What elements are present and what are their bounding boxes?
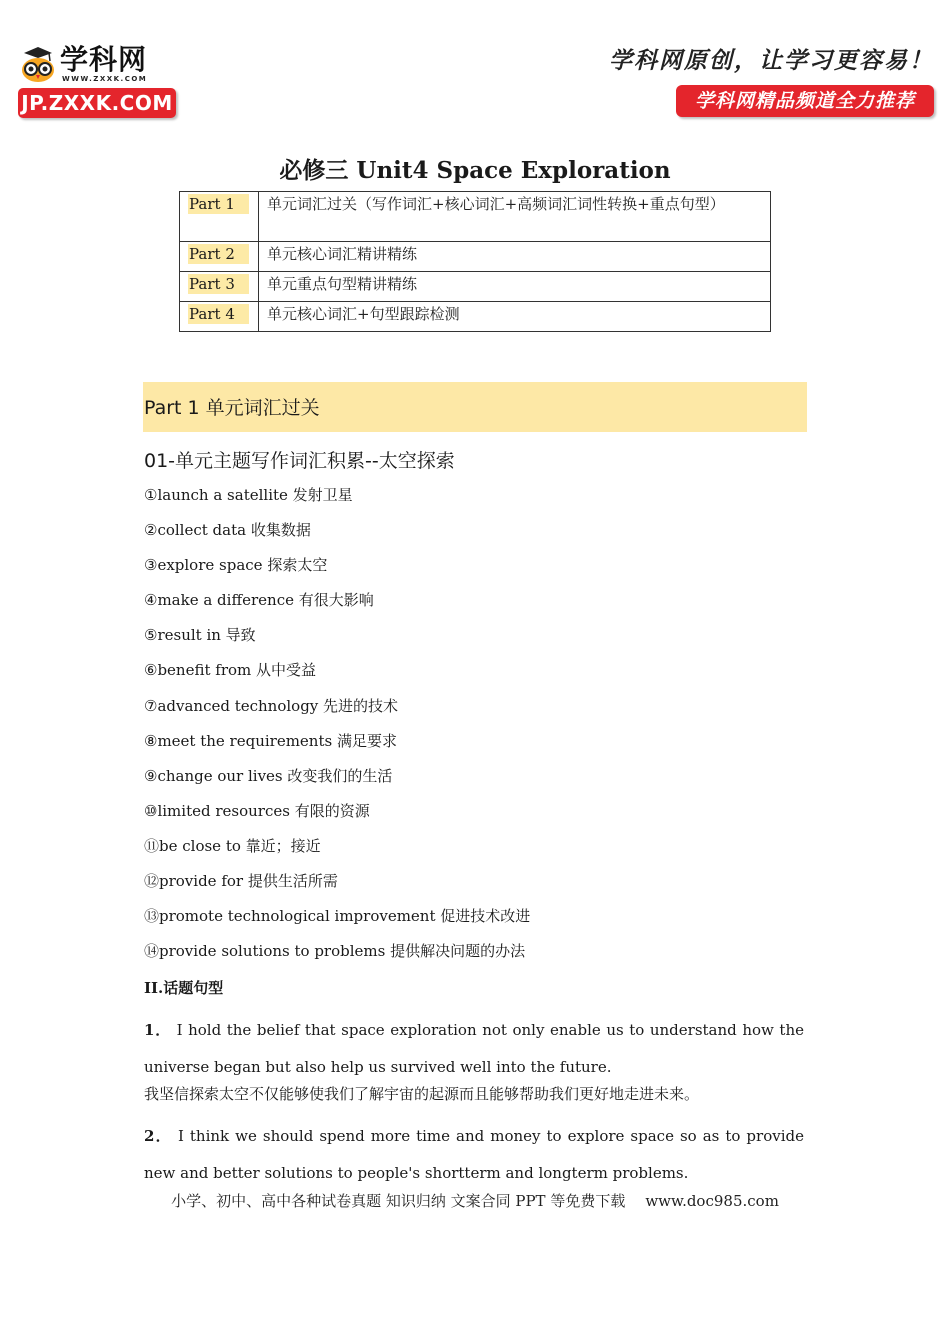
- toc-part-cell: [180, 242, 259, 272]
- toc-row: [180, 302, 771, 332]
- toc-part-label: Part 3: [188, 274, 249, 294]
- toc-desc-cell: 单元重点句型精讲精练: [259, 272, 771, 302]
- list-item: ②collect data 收集数据: [144, 521, 311, 540]
- footer-text: 小学、初中、高中各种试卷真题 知识归纳 文案合同 PPT 等免费下载: [171, 1192, 626, 1210]
- toc-desc-cell: 单元核心词汇精讲精练: [259, 242, 771, 272]
- list-item: ①launch a satellite 发射卫星: [144, 486, 353, 504]
- toc-desc-cell: 单元核心词汇+句型跟踪检测: [259, 302, 771, 332]
- list-item: ⑥benefit from 从中受益: [144, 661, 317, 680]
- toc-desc-cell: 单元词汇过关（写作词汇+核心词汇+高频词汇词性转换+重点句型）: [259, 192, 771, 242]
- toc-part-cell: [180, 192, 259, 242]
- page-title: 必修三 Unit4 Space Exploration: [279, 157, 671, 184]
- vocab-list: [144, 484, 530, 975]
- list-item: ⑭provide solutions to problems 提供解决问题的办法: [144, 942, 526, 961]
- toc-part-cell: [180, 302, 259, 332]
- list-item: ⑬promote technological improvement 促进技术改进: [144, 907, 531, 926]
- list-item: ⑧meet the requirements 满足要求: [144, 731, 397, 750]
- toc-row: [180, 192, 771, 242]
- toc-part-label: Part 4: [188, 304, 249, 324]
- logo-name: 学科网: [60, 43, 148, 76]
- sentence-2-en: [144, 1118, 804, 1192]
- sentence-text: I think we should spend more time and money to explore space so as to provide new and better solutions to people's shortterm and longterm problems.: [144, 1127, 804, 1182]
- sentence-text: I hold the belief that space exploration not only enable us to understand how the universe began but also help us survived well into the future.: [144, 1021, 804, 1076]
- section2-heading: II.话题句型: [144, 979, 224, 997]
- footer-url[interactable]: www.doc985.com: [645, 1192, 779, 1210]
- sentence-1-cn: 我坚信探索太空不仅能够使我们了解宇宙的起源而且能够帮助我们更好地走进未来。: [144, 1085, 700, 1103]
- logo-url: WWW.ZXXK.COM: [62, 75, 148, 83]
- list-item: ⑤result in 导致: [144, 626, 256, 645]
- toc-part-label: Part 1: [188, 194, 249, 214]
- list-item: ⑦advanced technology 先进的技术: [144, 696, 399, 715]
- list-item: ⑫provide for 提供生活所需: [144, 872, 338, 891]
- toc-table: [179, 191, 771, 332]
- owl-mascot-icon: [18, 44, 58, 84]
- sentence-number: 1．: [144, 1021, 172, 1039]
- logo-badge[interactable]: JP.ZXXK.COM: [18, 88, 176, 118]
- footer: [0, 1190, 950, 1211]
- toc-part-cell: [180, 272, 259, 302]
- list-item: ⑪be close to 靠近；接近: [144, 836, 321, 855]
- toc-row: [180, 272, 771, 302]
- channel-badge[interactable]: 学科网精品频道全力推荐: [676, 85, 934, 117]
- slogan: 学科网原创，让学习更容易！: [609, 47, 934, 74]
- zxxk-logo[interactable]: [18, 42, 178, 122]
- toc-row: [180, 242, 771, 272]
- sentence-number: 2．: [144, 1127, 172, 1145]
- part1-heading: Part 1 单元词汇过关: [143, 382, 807, 432]
- sentence-1-en: [144, 1012, 804, 1086]
- list-item: ④make a difference 有很大影响: [144, 591, 374, 610]
- list-item: ③explore space 探索太空: [144, 556, 328, 575]
- list-item: ⑩limited resources 有限的资源: [144, 801, 370, 820]
- toc-part-label: Part 2: [188, 244, 249, 264]
- list-item: ⑨change our lives 改变我们的生活: [144, 766, 393, 785]
- part1-subheading: 01-单元主题写作词汇积累--太空探索: [144, 450, 455, 472]
